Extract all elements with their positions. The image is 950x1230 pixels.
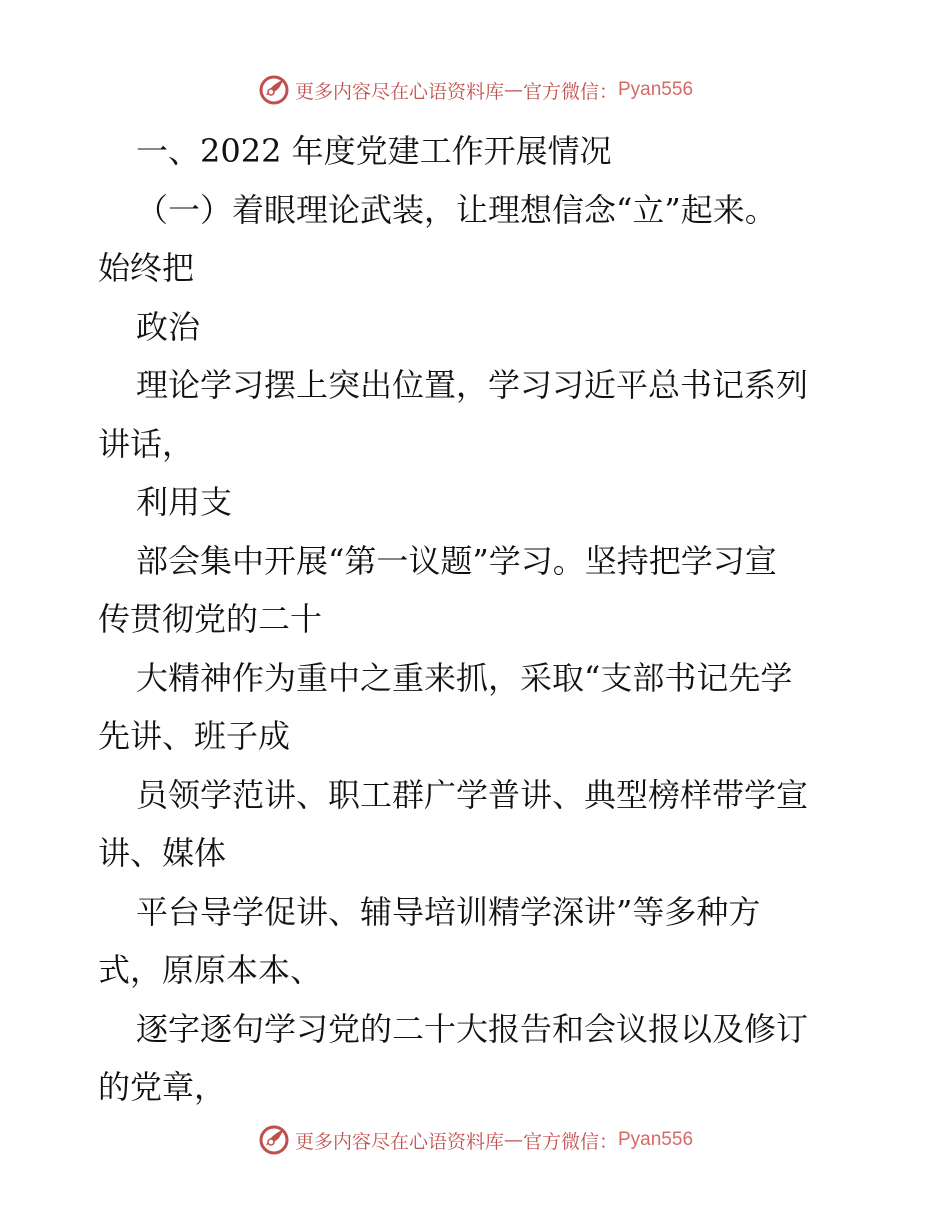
body-line: 传贯彻党的二十	[98, 600, 323, 638]
body-line: 讲、媒体	[98, 834, 227, 872]
body-line: 大精神作为重中之重来抓，采取“支部书记先学	[136, 658, 793, 697]
body-line: 利用支	[136, 483, 233, 521]
body-line: 的党章，	[98, 1068, 227, 1106]
watermark-wechat-handle: Pyan556	[618, 1129, 694, 1150]
watermark-separator: —	[503, 1129, 523, 1151]
body-line: 理论学习摆上突出位置，学习习近平总书记系列	[136, 366, 809, 404]
body-line: 部会集中开展“第一议题”学习。坚持把学习宣	[136, 541, 777, 580]
body-line: 式，原原本本、	[98, 951, 323, 989]
watermark-wechat-handle: Pyan556	[618, 79, 694, 100]
watermark-wechat-label: 官方微信：	[522, 1130, 618, 1153]
body-line: 始终把	[98, 249, 195, 287]
body-line: 员领学范讲、职工群广学普讲、典型榜样带学宣	[136, 775, 809, 814]
body-line: 平台导学促讲、辅导培训精学深讲”等多种方	[136, 892, 761, 931]
subsection-heading: （一）着眼理论武装，让理想信念“立”起来。	[136, 190, 777, 229]
watermark-wechat-label: 官方微信：	[522, 80, 618, 103]
body-line: 政治	[136, 307, 201, 346]
brush-logo-icon	[257, 1123, 291, 1157]
body-line: 逐字逐句学习党的二十大报告和会议报以及修订	[136, 1009, 809, 1048]
watermark-banner-bottom	[0, 1120, 950, 1160]
section-heading: 一、2022 年度党建工作开展情况	[136, 132, 612, 170]
body-line: 讲话，	[98, 424, 195, 463]
watermark-site-text: 更多内容尽在心语资料库	[294, 1130, 504, 1153]
body-line: 先讲、班子成	[98, 717, 291, 755]
brush-logo-icon	[257, 73, 291, 107]
watermark-separator: —	[503, 79, 523, 101]
document-body	[98, 122, 858, 1117]
watermark-banner-top	[0, 70, 950, 110]
watermark-site-text: 更多内容尽在心语资料库	[294, 80, 504, 103]
